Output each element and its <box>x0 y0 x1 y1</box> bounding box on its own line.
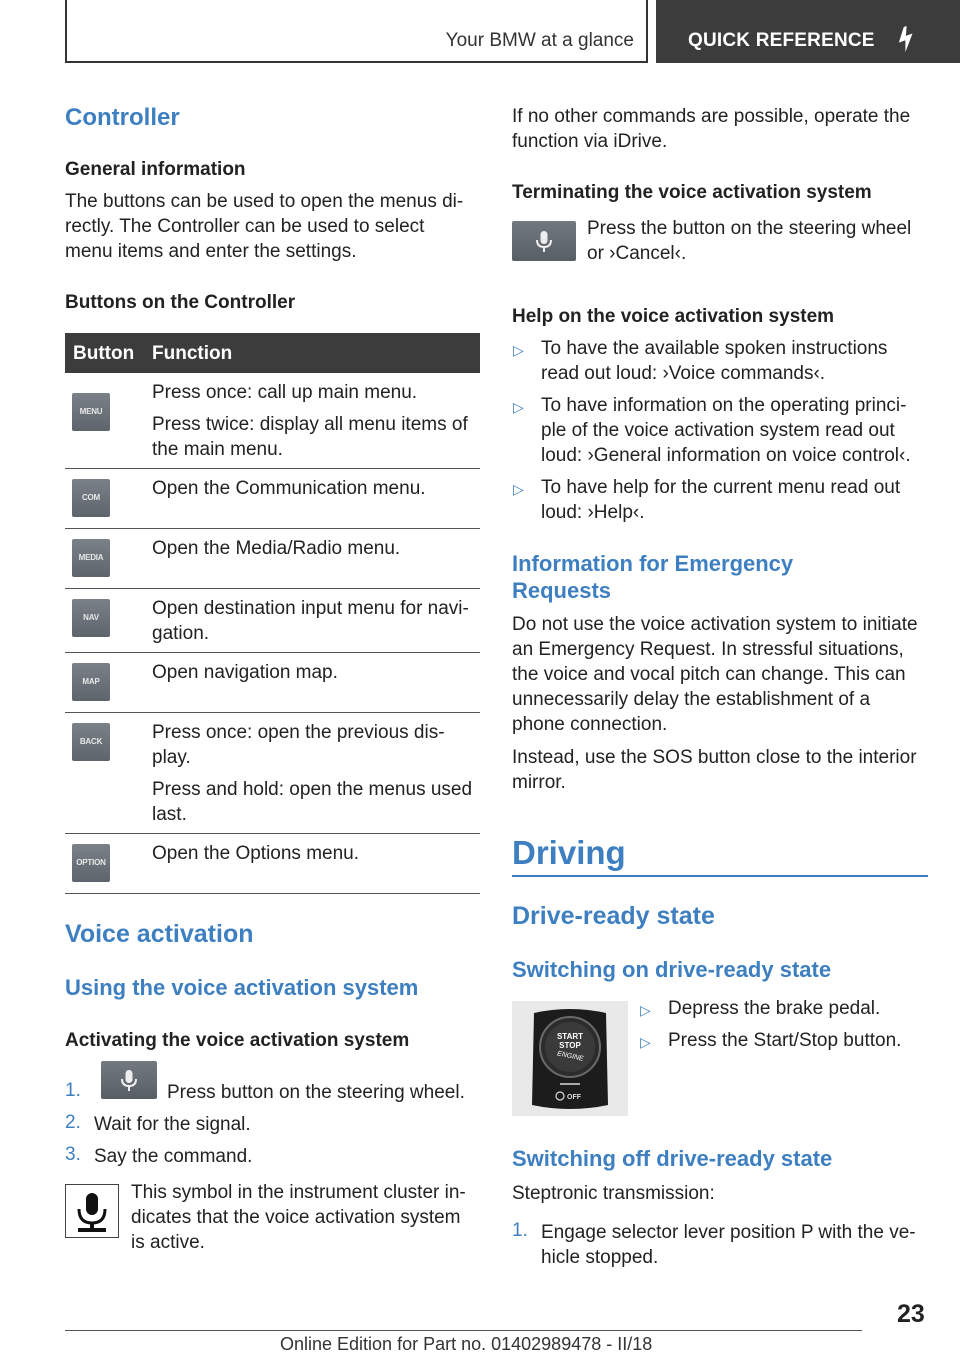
col-button-header: Button <box>73 343 135 364</box>
emergency-text-line-2: an Emergency Request. In stressful situations, <box>512 639 904 660</box>
controller-buttons-table <box>65 333 480 894</box>
bullet-triangle-icon: ▷ <box>513 481 524 497</box>
general-info-heading: General information <box>65 159 246 180</box>
switch-off-title: Switching off drive-ready state <box>512 1146 833 1171</box>
off-label: OFF <box>567 1094 581 1101</box>
voice-active-symbol <box>65 1184 119 1238</box>
back-button-icon: BACK <box>72 723 110 761</box>
table-row <box>65 653 480 713</box>
terminate-voice-button <box>512 221 576 261</box>
voice-active-icon <box>66 1185 118 1237</box>
general-info-line-2: rectly. The Controller can be used to select <box>65 216 425 237</box>
step-3-text: Say the command. <box>94 1146 253 1167</box>
switch-on-item-2: Press the Start/Stop button. <box>668 1030 902 1051</box>
switch-on-title: Switching on drive-ready state <box>512 957 832 982</box>
step-2-number: 2. <box>65 1112 81 1133</box>
intro-line-2: function via iDrive. <box>512 131 668 152</box>
off-step-1-line-2: hicle stopped. <box>541 1247 659 1268</box>
row-back-text-2: play. <box>152 747 191 768</box>
map-button-icon: MAP <box>72 663 110 701</box>
page-number: 23 <box>897 1300 925 1328</box>
terminating-heading: Terminating the voice activation system <box>512 182 872 203</box>
footer-rule <box>65 1330 862 1331</box>
controller-title: Controller <box>65 104 180 131</box>
emergency-text2-line-1: Instead, use the SOS button close to the interior <box>512 747 917 768</box>
general-info-line-1: The buttons can be used to open the menus di‐ <box>65 191 464 212</box>
step-1-text: Press button on the steering wheel. <box>167 1082 465 1103</box>
buttons-heading: Buttons on the Controller <box>65 292 296 313</box>
footer-edition: Online Edition for Part no. 01402989478 - II/18 <box>280 1334 653 1354</box>
emergency-title-line-1: Information for Emergency <box>512 551 794 576</box>
help-item-2-line-1: To have information on the operating princi‐ <box>541 395 907 416</box>
emergency-text-line-4: unnecessarily delay the establishment of a <box>512 689 871 710</box>
lightning-icon <box>894 26 918 52</box>
bullet-triangle-icon: ▷ <box>640 1034 651 1050</box>
header-section-title: Your BMW at a glance <box>445 30 634 51</box>
help-item-1-line-2: read out loud: ›Voice commands‹. <box>541 363 826 384</box>
bullet-triangle-icon: ▷ <box>513 399 524 415</box>
media-button-icon: MEDIA <box>72 539 110 577</box>
table-header <box>65 333 480 373</box>
microphone-icon <box>512 221 576 261</box>
off-step-1-line-1: Engage selector lever position P with the ve‐ <box>541 1222 916 1243</box>
help-item-2-line-3: loud: ›General information on voice control‹. <box>541 445 911 466</box>
table-row <box>65 469 480 529</box>
table-row <box>65 713 480 834</box>
row-menu-text-3: the main menu. <box>152 439 283 460</box>
table-row <box>65 589 480 653</box>
intro-line-1: If no other commands are possible, operate the <box>512 106 911 127</box>
using-voice-title: Using the voice activation system <box>65 975 419 1000</box>
table-row <box>65 373 480 469</box>
row-map-text: Open navigation map. <box>152 662 338 683</box>
start-stop-button-image <box>512 1001 628 1116</box>
drive-ready-title: Drive-ready state <box>512 902 715 930</box>
engine-label: ENGINE <box>556 1050 585 1063</box>
help-item-2-line-2: ple of the voice activation system read out <box>541 420 895 441</box>
activating-heading: Activating the voice activation system <box>65 1030 410 1051</box>
general-info-line-3: menu items and enter the settings. <box>65 241 357 262</box>
header-section-box <box>65 0 648 63</box>
step-2-text: Wait for the signal. <box>94 1114 251 1135</box>
emergency-text-line-1: Do not use the voice activation system to initiate <box>512 614 918 635</box>
terminating-text-1: Press the button on the steering wheel <box>587 218 912 239</box>
off-step-1-number: 1. <box>512 1220 528 1241</box>
stop-label: STOP <box>559 1041 581 1050</box>
steering-voice-button <box>101 1061 157 1099</box>
row-option-text: Open the Options menu. <box>152 843 360 864</box>
microphone-icon <box>101 1061 157 1099</box>
header-tab-label: QUICK REFERENCE <box>688 30 875 51</box>
row-nav-text-2: gation. <box>152 623 210 644</box>
row-nav-text-1: Open destination input menu for navi‐ <box>152 598 469 619</box>
row-media-text: Open the Media/Radio menu. <box>152 538 401 559</box>
voice-activation-title: Voice activation <box>65 920 254 948</box>
emergency-text-line-5: phone connection. <box>512 714 668 735</box>
table-row <box>65 529 480 589</box>
emergency-title-line-2: Requests <box>512 578 612 603</box>
row-menu-text-1: Press once: call up main menu. <box>152 382 418 403</box>
bullet-triangle-icon: ▷ <box>640 1002 651 1018</box>
step-3-number: 3. <box>65 1144 81 1165</box>
com-button-icon: COM <box>72 479 110 517</box>
nav-button-icon: NAV <box>72 599 110 637</box>
row-back-text-4: last. <box>152 804 187 825</box>
row-back-text-3: Press and hold: open the menus used <box>152 779 473 800</box>
bullet-triangle-icon: ▷ <box>513 342 524 358</box>
step-1-number: 1. <box>65 1080 81 1101</box>
table-row <box>65 834 480 894</box>
header-tab-quick-reference <box>656 0 960 63</box>
row-com-text: Open the Communication menu. <box>152 478 426 499</box>
row-menu-text-2: Press twice: display all menu items of <box>152 414 468 435</box>
emergency-text2-line-2: mirror. <box>512 772 566 793</box>
driving-rule <box>512 875 928 877</box>
driving-title: Driving <box>512 834 626 871</box>
start-stop-button-icon <box>512 1001 628 1116</box>
steptronic-text: Steptronic transmission: <box>512 1183 715 1204</box>
emergency-text-line-3: the voice and vocal pitch can change. This can <box>512 664 906 685</box>
menu-button-icon: MENU <box>72 393 110 431</box>
start-label: START <box>556 1032 584 1041</box>
symbol-text-1: This symbol in the instrument cluster in‐ <box>131 1182 466 1203</box>
row-back-text-1: Press once: open the previous dis‐ <box>152 722 445 743</box>
help-item-3-line-2: loud: ›Help‹. <box>541 502 645 523</box>
help-item-1-line-1: To have the available spoken instructions <box>541 338 888 359</box>
help-heading: Help on the voice activation system <box>512 306 835 327</box>
col-function-header: Function <box>152 343 233 364</box>
switch-on-item-1: Depress the brake pedal. <box>668 998 881 1019</box>
option-button-icon: OPTION <box>72 844 110 882</box>
symbol-text-2: dicates that the voice activation system <box>131 1207 461 1228</box>
symbol-text-3: is active. <box>131 1232 205 1253</box>
help-item-3-line-1: To have help for the current menu read out <box>541 477 901 498</box>
terminating-text-2: or ›Cancel‹. <box>587 243 687 264</box>
